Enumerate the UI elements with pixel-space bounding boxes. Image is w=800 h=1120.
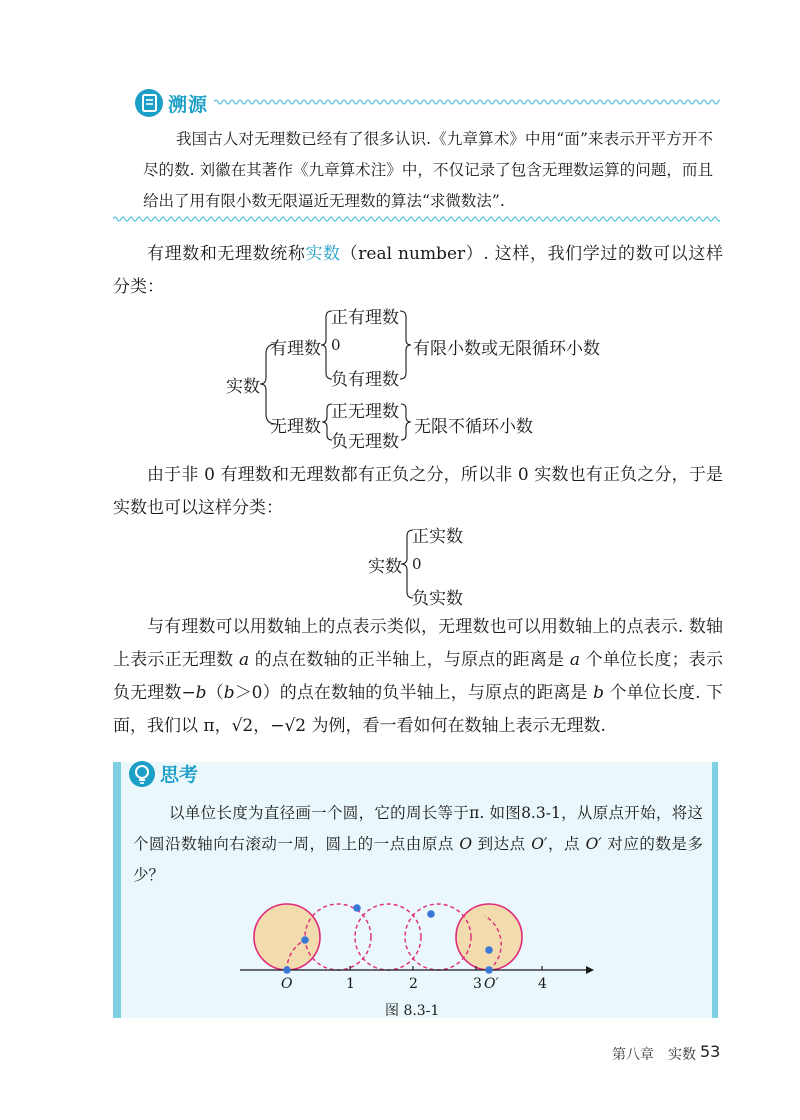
tree1-irrational: 无理数 (270, 417, 321, 437)
end-circle (456, 904, 522, 970)
tick-label-2: 2 (409, 976, 418, 992)
point-dot-end-arc (485, 946, 493, 954)
think-text-1: 以单位长度为直径画一个圆，它的周长等于π. 如图8.3-1，从原点开始，将这个圆沿数轴向右滚动一周，圆上的一点由原点 (133, 804, 703, 853)
think-point-o: O (459, 835, 473, 853)
tree2-root: 实数 (368, 557, 402, 577)
point-dot-origin (283, 966, 291, 974)
think-point-o-prime: O′ (531, 835, 548, 853)
point-dot-o-prime (485, 966, 493, 974)
tree1-rational: 有理数 (270, 339, 321, 359)
p3-text-2: 的点在数轴的正半轴上，与原点的距离是 (249, 650, 570, 670)
tick-label-3: 3 (473, 976, 482, 992)
think-text-3: ，点 (547, 835, 586, 853)
p3-text-8: 为例，看一看如何在数轴上表示无理数. (306, 716, 606, 736)
tree1-zero: 0 (331, 336, 341, 354)
think-title: 思考 (160, 764, 199, 786)
point-dot-top-1 (353, 904, 361, 912)
p3-var-a: a (238, 650, 250, 670)
tick-label-1: 1 (346, 976, 355, 992)
tick-label-o: O (281, 976, 293, 992)
footer-chapter: 第八章 实数 (612, 1047, 696, 1063)
start-circle (254, 904, 320, 970)
p3-text-5: ＞0）的点在数轴的负半轴上，与原点的距离是 (234, 683, 594, 703)
p3-text-6: 个单位长度. 下面，我们以 π， (113, 683, 724, 736)
tree1-root: 实数 (226, 377, 260, 397)
tree2-negative: 负实数 (412, 589, 463, 609)
sign-classification-text: 由于非 0 有理数和无理数都有正负之分，所以非 0 实数也有正负之分，于是实数也可以这样分类： (113, 465, 723, 518)
figure-caption: 图 8.3-1 (385, 1003, 440, 1019)
tree1-positive-irrational: 正无理数 (331, 402, 399, 422)
point-dot-top-2 (427, 910, 435, 918)
source-title: 溯源 (168, 94, 209, 116)
tick-label-o-prime: O′ (484, 976, 499, 992)
think-text-4: 对应的数是多少？ (133, 835, 703, 884)
p3-neg-sqrt2: −√2 (270, 716, 307, 736)
p3-var-b: b (223, 683, 235, 703)
think-point-o-prime-2: O′ (585, 835, 602, 853)
tree1-negative-irrational: 负无理数 (331, 432, 399, 452)
page-number: 53 (700, 1042, 721, 1061)
rolling-circle-2 (355, 904, 421, 970)
definition-before: 有理数和无理数统称 (147, 244, 306, 264)
p3-text-3: 个单位长度；表示负无理数 (113, 650, 723, 703)
p3-sqrt2: √2 (231, 716, 254, 736)
tree1-positive-rational: 正有理数 (331, 308, 399, 328)
think-text-2: 到达点 (472, 835, 532, 853)
tree1-rational-desc: 有限小数或无限循环小数 (413, 339, 600, 359)
p3-text-1: 与有理数可以用数轴上的点表示类似，无理数也可以用数轴上的点表示. 数轴上表示正无理数 (113, 617, 723, 670)
definition-after: （real number）. 这样，我们学过的数可以这样分类： (113, 244, 724, 297)
tree1-irrational-desc: 无限不循环小数 (414, 417, 533, 437)
term-real-number: 实数 (305, 244, 341, 264)
source-text: 我国古人对无理数已经有了很多认识.《九章算术》中用“面”来表示开平方开不尽的数. 刘徽在其著作《九章算术注》中，不仅记录了包含无理数运算的问题，而且给出了用有限小数无限逼近无理数的算法“求微数法”. (143, 130, 713, 210)
p3-neg-b: −b (181, 683, 207, 703)
p3-text-4: （ (206, 683, 224, 703)
tree2-positive: 正实数 (412, 527, 463, 547)
tree2-zero: 0 (412, 555, 422, 573)
tick-label-4: 4 (538, 976, 547, 992)
p3-var-b-2: b (593, 683, 605, 703)
p3-text-7: ， (253, 716, 271, 736)
tree1-negative-rational: 负有理数 (331, 370, 399, 390)
point-dot-start-arc (301, 936, 309, 944)
p3-var-a-2: a (569, 650, 581, 670)
